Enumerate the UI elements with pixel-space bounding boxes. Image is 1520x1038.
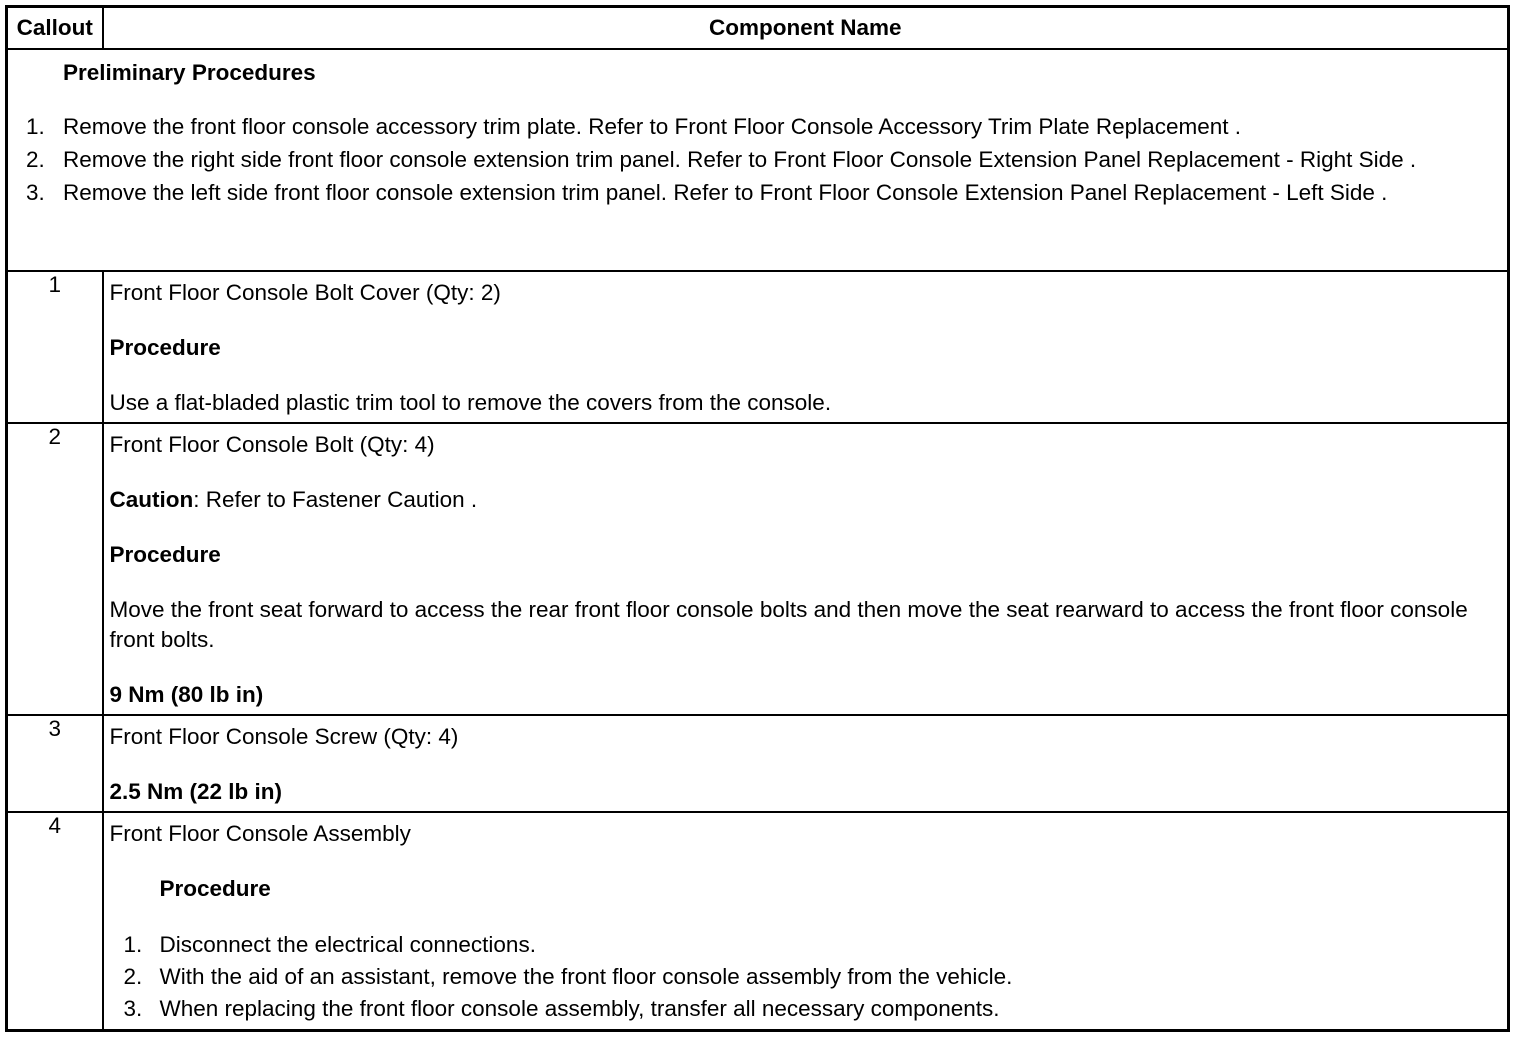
preliminary-title: Preliminary Procedures [63, 60, 316, 85]
table-row [7, 423, 1509, 715]
procedure-label: Procedure [109, 335, 221, 360]
list-item: 1. Remove the front floor console accessory trim plate. Refer to Front Floor Console Accessory Trim Plate Replacement . [26, 114, 1241, 139]
list-item: 2. With the aid of an assistant, remove the front floor console assembly from the vehicle. [123, 964, 1013, 989]
table-row [7, 715, 1509, 812]
preliminary-row [7, 49, 1509, 271]
torque-spec: 9 Nm (80 lb in) [109, 682, 264, 707]
callout-header: Callout [7, 7, 103, 50]
procedure-text: Use a flat-bladed plastic trim tool to remove the covers from the console. [109, 390, 832, 415]
component-cell [103, 271, 1509, 423]
preliminary-cell [7, 49, 1509, 271]
callout-number: 3 [7, 715, 103, 812]
component-name: Front Floor Console Bolt (Qty: 4) [109, 432, 435, 457]
callout-number: 2 [7, 423, 103, 715]
callout-number: 4 [7, 812, 103, 1031]
list-item: 2. Remove the right side front floor console extension trim panel. Refer to Front Floor Console Extension Panel Replacement - Right Side . [26, 147, 1417, 172]
list-item: 3. When replacing the front floor console assembly, transfer all necessary components. [123, 996, 1000, 1021]
component-name: Front Floor Console Screw (Qty: 4) [109, 724, 459, 749]
procedure-steps [110, 929, 1502, 1025]
component-cell [103, 812, 1509, 1031]
table-row [7, 812, 1509, 1031]
table-row [7, 271, 1509, 423]
component-name-header: Component Name [103, 7, 1509, 50]
callout-number: 1 [7, 271, 103, 423]
procedure-text: Move the front seat forward to access the rear front floor console bolts and then move the seat rearward to access the front floor console front bolts. [109, 597, 1468, 652]
component-name: Front Floor Console Bolt Cover (Qty: 2) [109, 280, 501, 305]
component-cell [103, 423, 1509, 715]
list-item: 1. Disconnect the electrical connections. [123, 932, 536, 957]
procedure-table [5, 5, 1510, 1032]
torque-spec: 2.5 Nm (22 lb in) [109, 779, 283, 804]
procedure-label: Procedure [109, 542, 221, 567]
preliminary-steps [8, 112, 1501, 208]
table-header-row [7, 7, 1509, 50]
caution-text: : Refer to Fastener Caution . [193, 487, 478, 512]
component-name: Front Floor Console Assembly [109, 821, 411, 846]
list-item: 3. Remove the left side front floor console extension trim panel. Refer to Front Floor Console Extension Panel Replacement - Left Side . [26, 180, 1388, 205]
procedure-label: Procedure [159, 876, 271, 901]
caution-note [110, 485, 1502, 515]
caution-label: Caution [109, 487, 194, 512]
component-cell [103, 715, 1509, 812]
